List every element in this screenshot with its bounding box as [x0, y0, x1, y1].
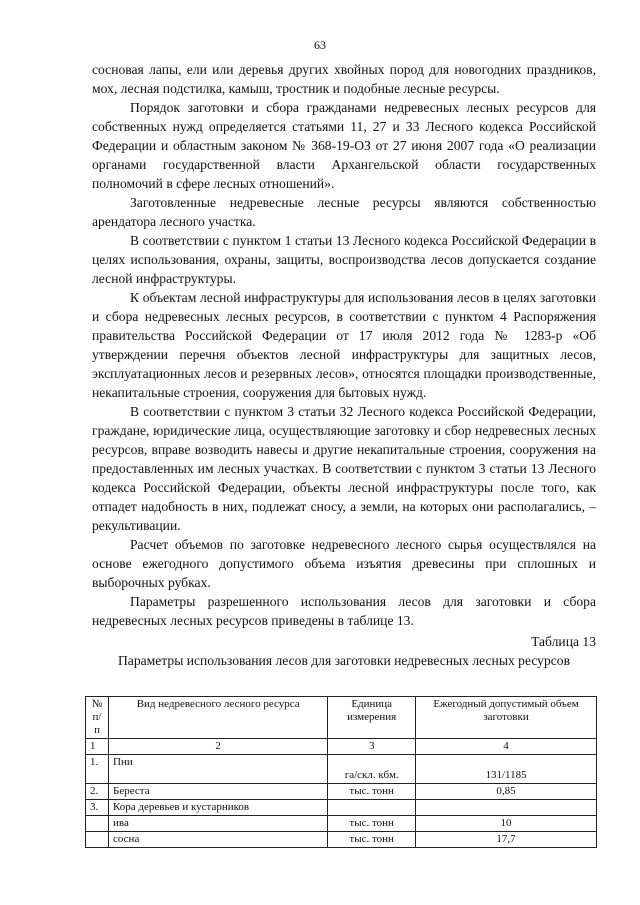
paragraph: В соответствии с пунктом 1 статьи 13 Лесного кодекса Российской Федерации в целях использования, охраны, защиты, воспроизводства лесов допускается создание лесной инфраструктуры.: [92, 233, 596, 286]
row-resource: Кора деревьев и кустарников: [109, 800, 328, 816]
page-number: 63: [314, 38, 326, 52]
row-resource: ива: [109, 816, 328, 832]
column-number: 1: [86, 739, 109, 755]
row-unit: тыс. тонн: [328, 832, 416, 848]
table-header-row: [86, 697, 597, 739]
paragraph: сосновая лапы, ели или деревья других хвойных пород для новогодних праздников, мох, лесная подстилка, камыш, тростник и подобные лесные ресурсы.: [92, 62, 596, 96]
paragraph: Параметры разрешенного использования лесов для заготовки и сбора недревесных лесных ресурсов приведены в таблице 13.: [92, 594, 596, 628]
row-value: 131/1185: [416, 755, 597, 784]
row-unit: тыс. тонн: [328, 816, 416, 832]
row-number: 3.: [86, 800, 109, 816]
header-annual-volume: Ежегодный допустимый объем заготовки: [416, 697, 597, 739]
table-title: Параметры использования лесов для заготовки недревесных лесных ресурсов: [117, 653, 571, 668]
table-label: Таблица 13: [531, 634, 596, 649]
header-number: № п/п: [86, 697, 109, 739]
table-row: [86, 755, 597, 784]
row-unit: [328, 800, 416, 816]
row-number: [86, 832, 109, 848]
column-number: 4: [416, 739, 597, 755]
row-number: 1.: [86, 755, 109, 784]
row-number: [86, 816, 109, 832]
row-value: 10: [416, 816, 597, 832]
row-value: [416, 800, 597, 816]
table-column-numbers-row: [86, 739, 597, 755]
table-row: [86, 816, 597, 832]
table-row: [86, 800, 597, 816]
paragraph: В соответствии с пунктом 3 статьи 32 Лесного кодекса Российской Федерации, граждане, юридические лица, осуществляющие заготовку и сбор недревесных лесных ресурсов, вправе возводить навесы и другие некапитальные строения, сооружения на предоставленных им лесных участках. В соответствии с пунктом 3 статьи 13 Лесного кодекса Российской Федерации, объекты лесной инфраструктуры после того, как отпадет надобность в них, подлежат сносу, а земли, на которых они располагались, – рекультивации.: [92, 404, 596, 533]
row-resource: Пни: [109, 755, 328, 784]
resources-table: [85, 696, 597, 848]
paragraph: К объектам лесной инфраструктуры для использования лесов в целях заготовки и сбора недревесных лесных ресурсов, в соответствии с пунктом 4 Распоряжения правительства Российской Федерации от 17 июля 2012 года № 1283-р «Об утверждении перечня объектов лесной инфраструктуры для защитных лесов, эксплуатационных лесов и резервных лесов», относятся площадки производственные, некапитальные строения, сооружения для бытовых нужд.: [92, 290, 596, 400]
body-text: [92, 60, 596, 630]
table-row: [86, 832, 597, 848]
row-unit: тыс. тонн: [328, 784, 416, 800]
row-resource: Береста: [109, 784, 328, 800]
row-unit: га/скл. кбм.: [328, 755, 416, 784]
row-number: 2.: [86, 784, 109, 800]
header-resource-type: Вид недревесного лесного ресурса: [109, 697, 328, 739]
paragraph: Заготовленные недревесные лесные ресурсы являются собственностью арендатора лесного участка.: [92, 195, 596, 229]
column-number: 2: [109, 739, 328, 755]
paragraph: Расчет объемов по заготовке недревесного лесного сырья осуществлялся на основе ежегодного допустимого объема изъятия древесины при сплошных и выборочных рубках.: [92, 537, 596, 590]
table-row: [86, 784, 597, 800]
paragraph: Порядок заготовки и сбора гражданами недревесных лесных ресурсов для собственных нужд определяется статьями 11, 27 и 33 Лесного кодекса Российской Федерации и областным законом № 368-19-ОЗ от 27 июня 2007 года «О реализации органами государственной власти Архангельской области государственных полномочий в сфере лесных отношений».: [92, 100, 596, 191]
row-value: 17,7: [416, 832, 597, 848]
column-number: 3: [328, 739, 416, 755]
row-value: 0,85: [416, 784, 597, 800]
row-resource: сосна: [109, 832, 328, 848]
header-unit: Единица измерения: [328, 697, 416, 739]
